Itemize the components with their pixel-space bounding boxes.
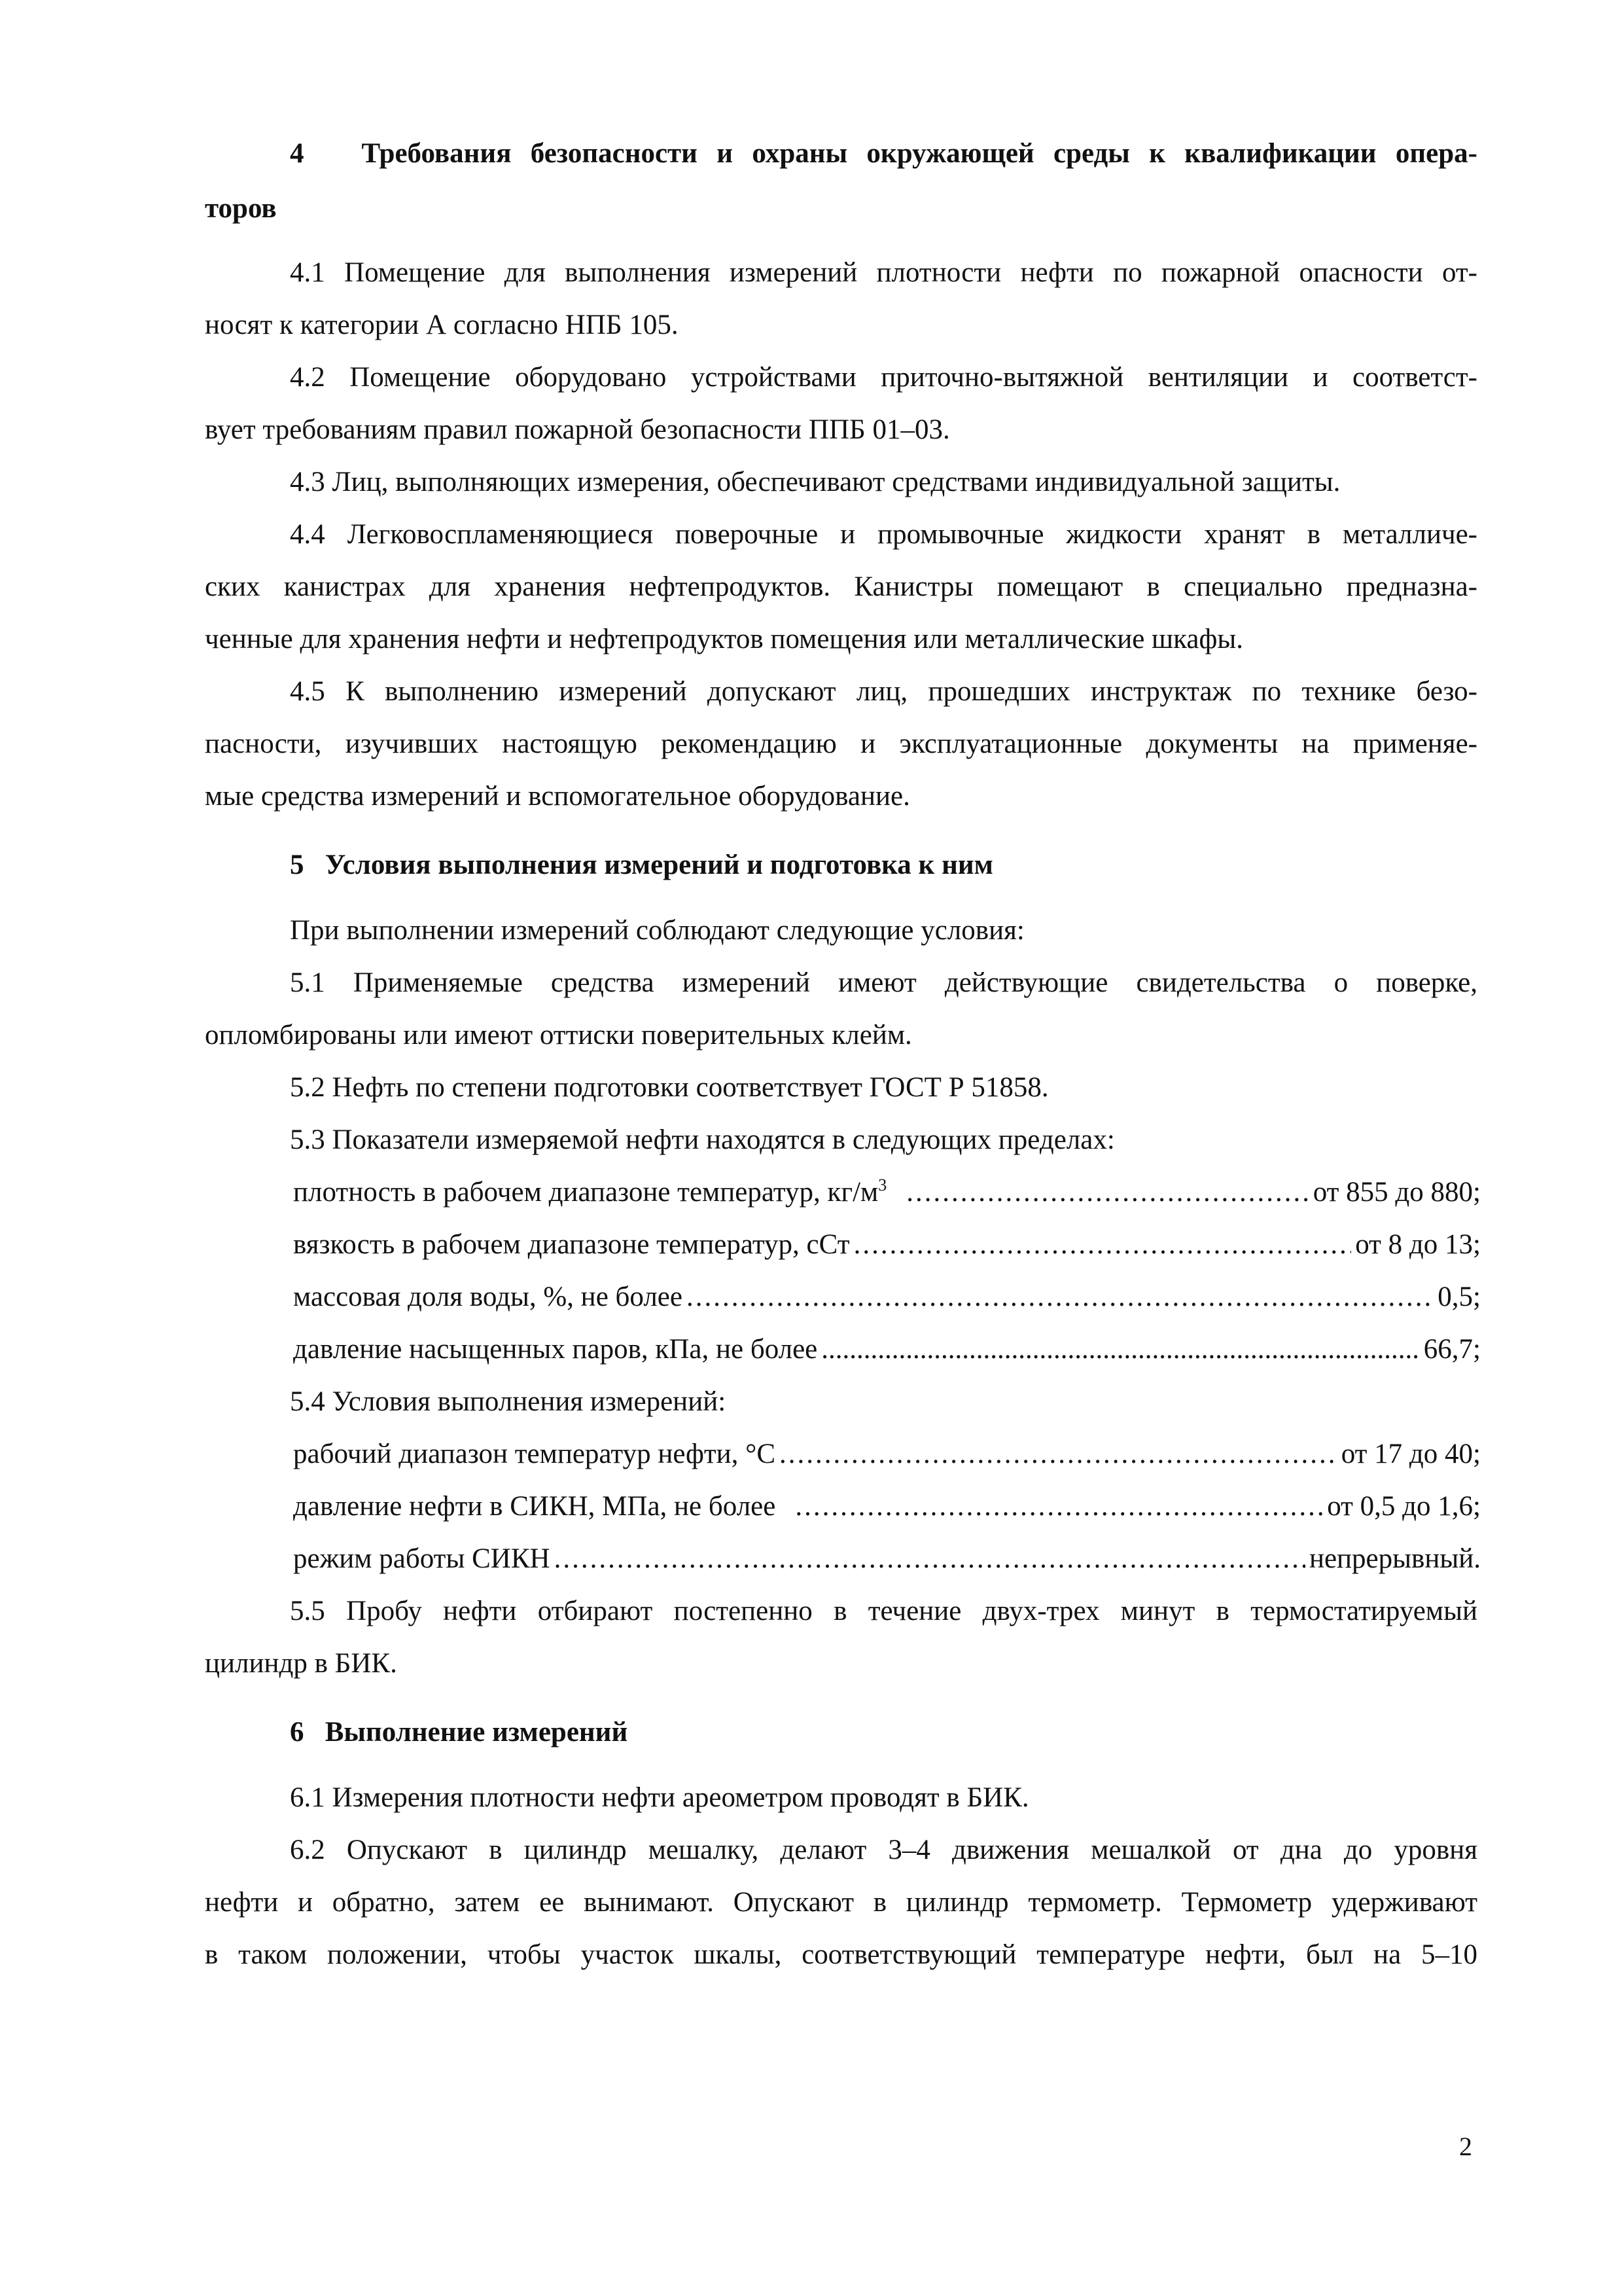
spec-temperature-range — [293, 1440, 1481, 1468]
section-4-heading — [290, 139, 1477, 168]
spec-density-unit-superscript: 3 — [878, 1175, 887, 1194]
para-5-1-line-2: опломбированы или имеют оттиски поверительных клейм. — [205, 1020, 912, 1050]
para-5-3: 5.3 Показатели измеряемой нефти находятся в следующих пределах: — [290, 1124, 1115, 1155]
leader-dots — [906, 1178, 1309, 1206]
para-4-2-line-2: вует требованиям правил пожарной безопасности ППБ 01–03. — [205, 414, 950, 445]
para-4-4-line-2: ских канистрах для хранения нефтепродуктов. Канистры помещают в специально предназна- — [205, 571, 1477, 602]
spec-vapor-pressure-value: 66,7; — [1423, 1334, 1481, 1365]
spec-operating-mode-value: непрерывный. — [1309, 1543, 1481, 1574]
section-5-intro: При выполнении измерений соблюдают следующие условия: — [290, 915, 1025, 946]
para-6-2-line-2: нефти и обратно, затем ее вынимают. Опускают в цилиндр термометр. Термометр удерживают — [205, 1887, 1477, 1918]
spec-viscosity-label: вязкость в рабочем диапазоне температур, сСт — [293, 1229, 850, 1260]
para-6-2-line-3: в таком положении, чтобы участок шкалы, соответствующий температуре нефти, был на 5–10 — [205, 1939, 1477, 1970]
spec-vapor-pressure — [293, 1335, 1481, 1363]
spec-water-fraction-value: 0,5; — [1438, 1282, 1481, 1312]
spec-viscosity — [293, 1230, 1481, 1259]
spec-water-fraction — [293, 1283, 1481, 1311]
leader-dots — [854, 1230, 1352, 1259]
spec-water-fraction-label: массовая доля воды, %, не более — [293, 1282, 682, 1312]
para-6-2-line-1: 6.2 Опускают в цилиндр мешалку, делают 3–4 движения мешалкой от дна до уровня — [290, 1835, 1477, 1865]
para-4-1-line-2: носят к категории А согласно НПБ 105. — [205, 310, 679, 340]
para-4-5-line-2: пасности, изучивших настоящую рекомендацию и эксплуатационные документы на применяе- — [205, 728, 1477, 759]
section-6-heading — [290, 1718, 627, 1746]
section-6-title: Выполнение измерений — [325, 1717, 628, 1748]
leader-dots — [686, 1283, 1434, 1311]
leader-dots — [554, 1545, 1305, 1573]
para-4-1-line-1: 4.1 Помещение для выполнения измерений плотности нефти по пожарной опасности от- — [290, 257, 1477, 288]
leader-dots — [821, 1335, 1420, 1363]
para-4-5-line-1: 4.5 К выполнению измерений допускают лиц, прошедших инструктаж по технике безо- — [290, 676, 1477, 707]
para-6-1: 6.1 Измерения плотности нефти ареометром проводят в БИК. — [290, 1782, 1029, 1813]
section-4-number: 4 — [290, 138, 304, 169]
para-5-1-line-1: 5.1 Применяемые средства измерений имеют действующие свидетельства о поверке, — [290, 967, 1477, 998]
para-4-2-line-1: 4.2 Помещение оборудовано устройствами приточно-вытяжной вентиляции и соответст- — [290, 362, 1477, 393]
spec-density — [293, 1175, 1481, 1208]
section-4-title: Требования безопасности и охраны окружающей среды к квалификации опера- — [361, 138, 1477, 169]
para-4-3: 4.3 Лиц, выполняющих измерения, обеспечивают средствами индивидуальной защиты. — [290, 467, 1341, 497]
spec-viscosity-value: от 8 до 13; — [1355, 1229, 1481, 1260]
para-5-4: 5.4 Условия выполнения измерений: — [290, 1386, 726, 1417]
leader-dots — [779, 1440, 1337, 1468]
spec-temperature-range-label: рабочий диапазон температур нефти, °С — [293, 1439, 776, 1469]
section-6-number: 6 — [290, 1717, 304, 1748]
leader-dots — [795, 1492, 1323, 1520]
para-5-5-line-1: 5.5 Пробу нефти отбирают постепенно в течение двух-трех минут в термостатируемый — [290, 1596, 1477, 1626]
section-4-title-continued: торов — [205, 193, 277, 224]
spec-temperature-range-value: от 17 до 40; — [1341, 1439, 1481, 1469]
spec-oil-pressure-label: давление нефти в СИКН, МПа, не более — [293, 1491, 776, 1522]
para-5-2: 5.2 Нефть по степени подготовки соответствует ГОСТ Р 51858. — [290, 1072, 1049, 1103]
spec-oil-pressure — [293, 1492, 1481, 1520]
spec-density-label: плотность в рабочем диапазоне температур, $кг/м^3$ — [293, 1175, 887, 1208]
spec-vapor-pressure-label: давление насыщенных паров, кПа, не более — [293, 1334, 818, 1365]
para-5-5-line-2: цилиндр в БИК. — [205, 1648, 397, 1679]
spec-oil-pressure-value: от 0,5 до 1,6; — [1327, 1491, 1481, 1522]
spec-operating-mode-label: режим работы СИКН — [293, 1543, 550, 1574]
page-number: 2 — [1459, 2132, 1472, 2161]
para-4-4-line-1: 4.4 Легковоспламеняющиеся поверочные и промывочные жидкости хранят в металличе- — [290, 519, 1477, 550]
section-5-title: Условия выполнения измерений и подготовка к ним — [325, 850, 993, 880]
section-5-heading — [290, 851, 993, 879]
spec-operating-mode — [293, 1545, 1481, 1573]
spec-density-value: от 855 до 880; — [1313, 1177, 1481, 1208]
section-5-number: 5 — [290, 850, 304, 880]
para-4-5-line-3: мые средства измерений и вспомогательное оборудование. — [205, 781, 910, 812]
para-4-4-line-3: ченные для хранения нефти и нефтепродуктов помещения или металлические шкафы. — [205, 624, 1243, 655]
